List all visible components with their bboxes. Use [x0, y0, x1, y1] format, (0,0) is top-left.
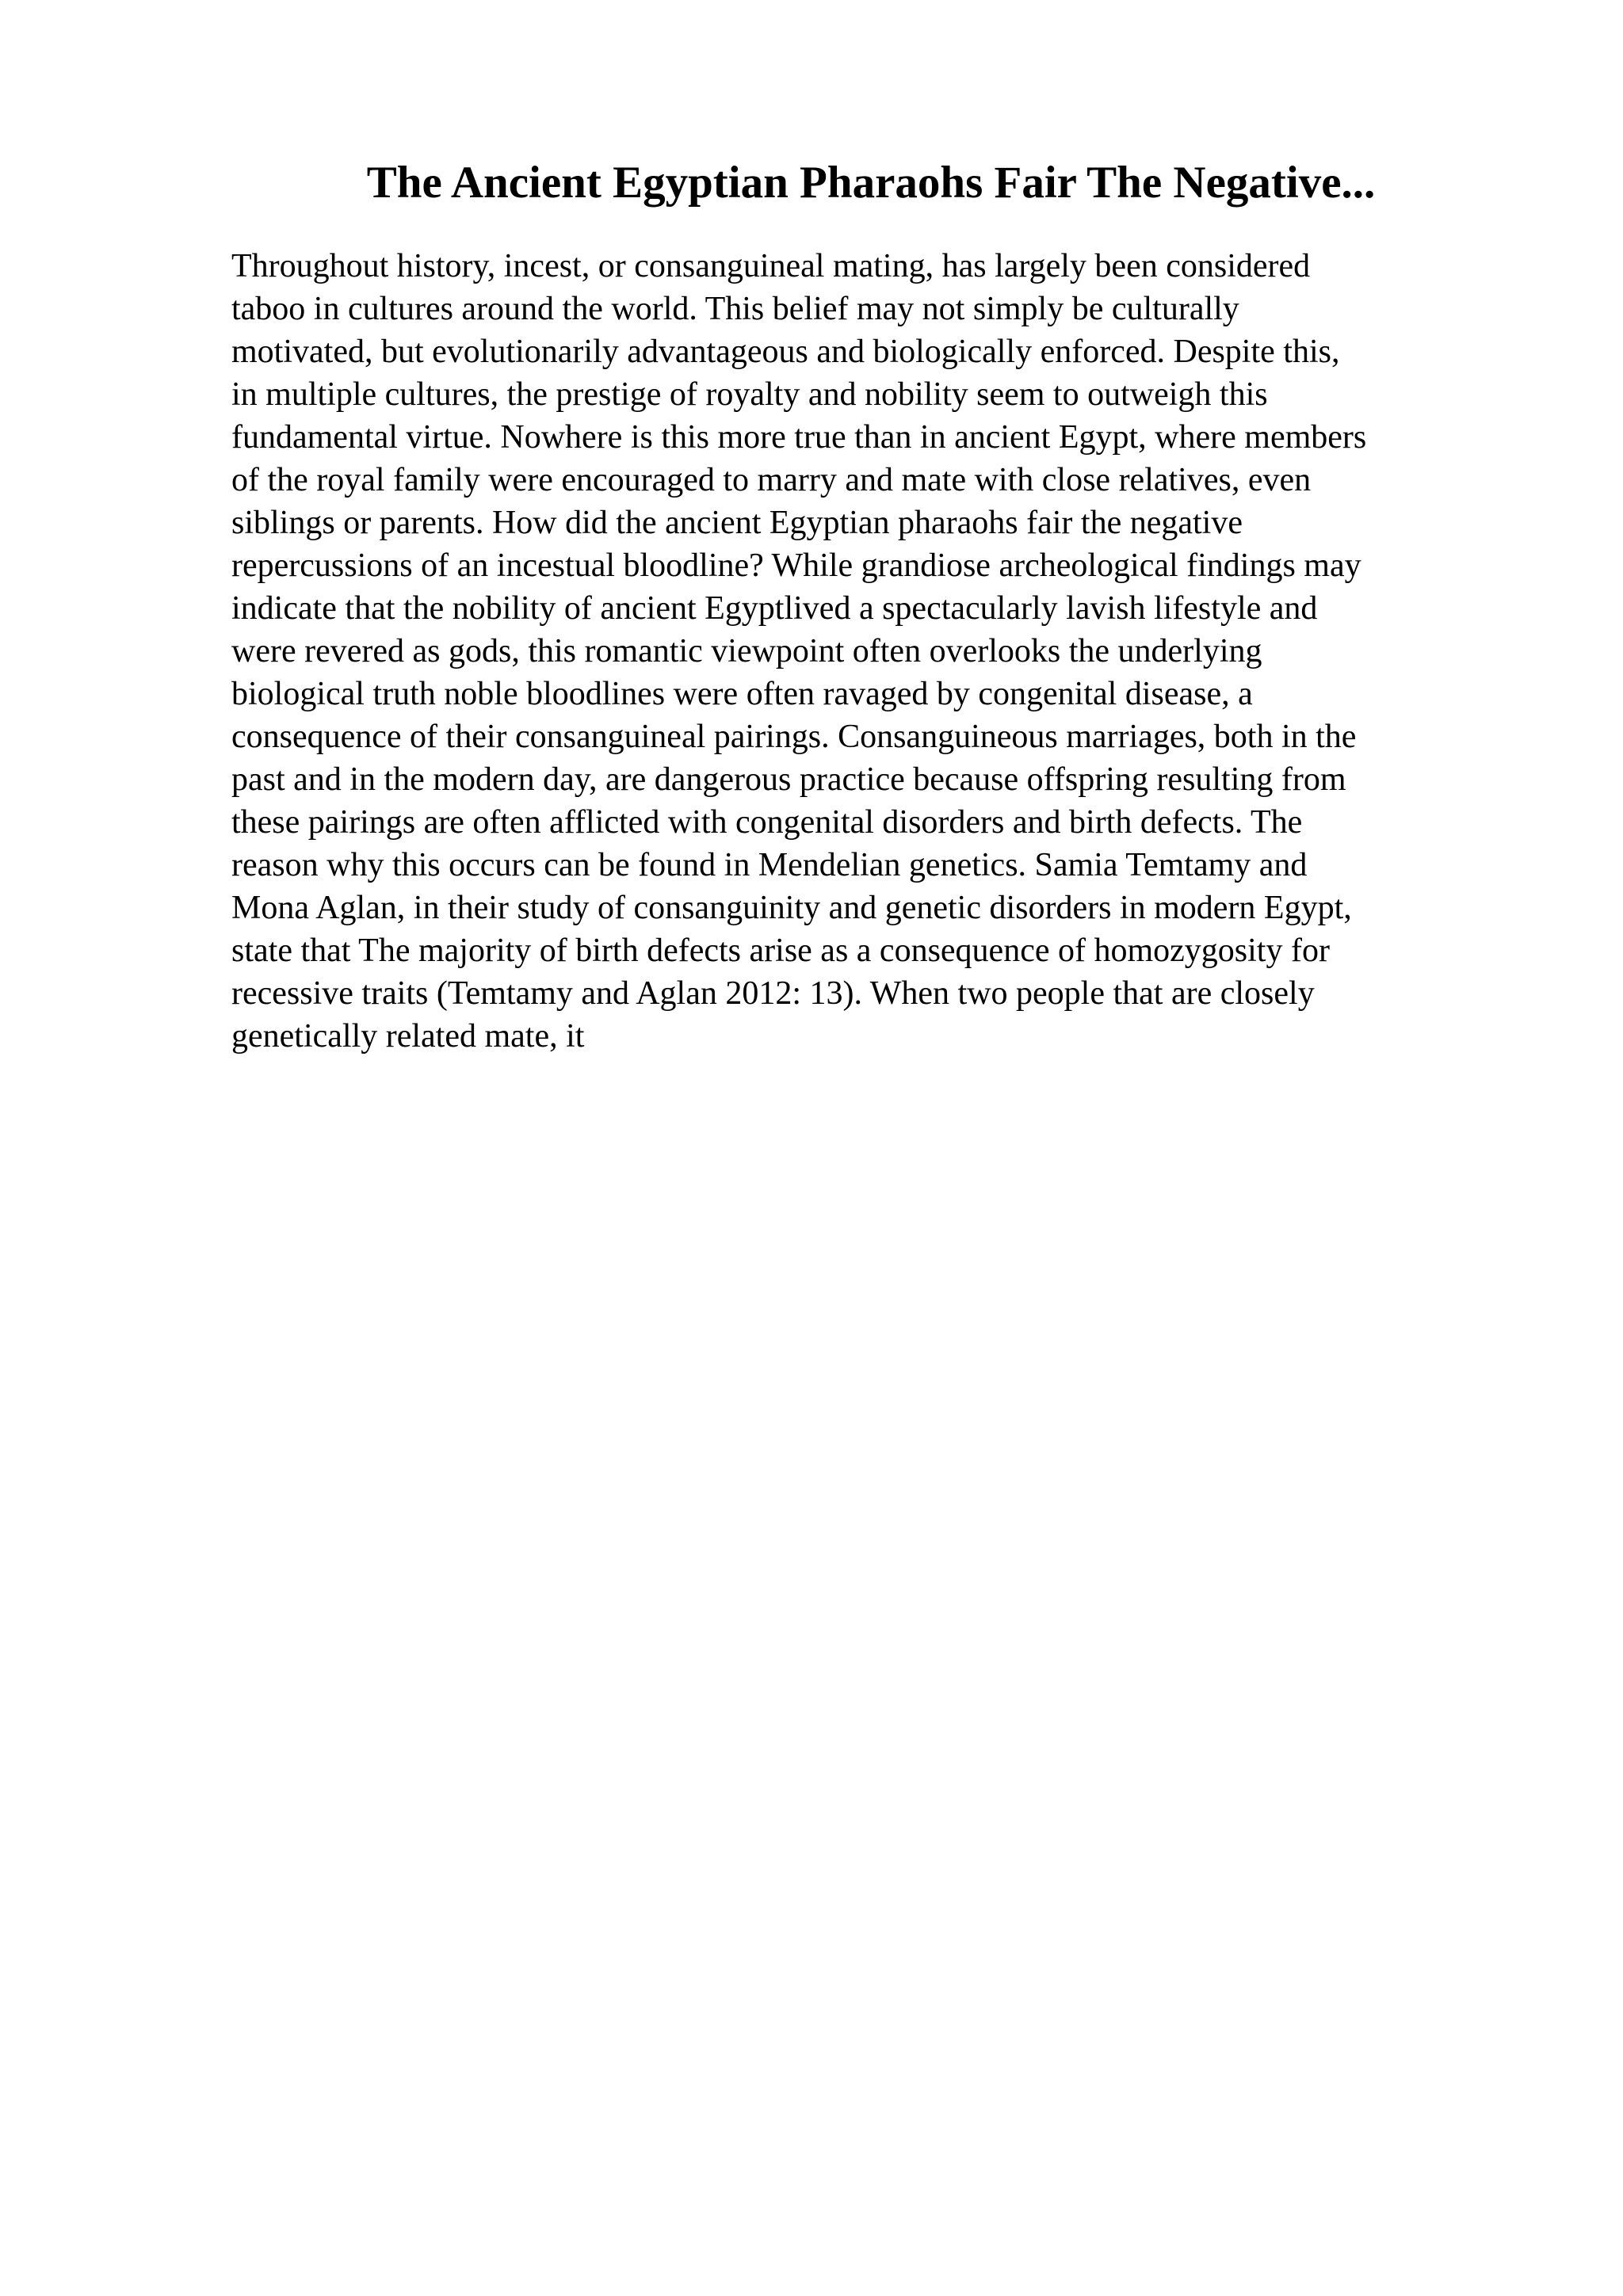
body-line: siblings or parents. How did the ancient Egyptian pharaohs fair the negative [231, 505, 1243, 541]
body-line: of the royal family were encouraged to marry and mate with close relatives, even [231, 462, 1312, 498]
body-line: Mona Aglan, in their study of consanguinity and genetic disorders in modern Egypt, [231, 890, 1352, 926]
document-title: The Ancient Egyptian Pharaohs Fair The Negative... [366, 158, 1376, 208]
body-line: consequence of their consanguineal pairings. Consanguineous marriages, both in the [231, 719, 1357, 755]
body-line: repercussions of an incestual bloodline? While grandiose archeological findings may [231, 547, 1361, 584]
body-line: these pairings are often afflicted with congenital disorders and birth defects. The [231, 804, 1303, 841]
body-line: biological truth noble bloodlines were often ravaged by congenital disease, a [231, 676, 1253, 712]
body-line: Throughout history, incest, or consanguineal mating, has largely been considered [231, 248, 1311, 284]
body-line: indicate that the nobility of ancient Egyptlived a spectacularly lavish lifestyle and [231, 590, 1318, 627]
body-line: recessive traits (Temtamy and Aglan 2012: 13). When two people that are closely [231, 975, 1315, 1012]
body-line: reason why this occurs can be found in Mendelian genetics. Samia Temtamy and [231, 847, 1308, 883]
body-line: fundamental virtue. Nowhere is this more true than in ancient Egypt, where members [231, 419, 1367, 456]
body-line: state that The majority of birth defects arise as a consequence of homozygosity for [231, 933, 1330, 969]
body-line: were revered as gods, this romantic viewpoint often overlooks the underlying [231, 633, 1262, 669]
body-line: genetically related mate, it [231, 1018, 585, 1055]
document-body [231, 245, 1515, 1058]
body-line: past and in the modern day, are dangerous practice because offspring resulting from [231, 761, 1346, 798]
body-line: in multiple cultures, the prestige of royalty and nobility seem to outweigh this [231, 376, 1268, 413]
body-line: taboo in cultures around the world. This belief may not simply be culturally [231, 291, 1239, 327]
body-line: motivated, but evolutionarily advantageous and biologically enforced. Despite this, [231, 334, 1340, 370]
